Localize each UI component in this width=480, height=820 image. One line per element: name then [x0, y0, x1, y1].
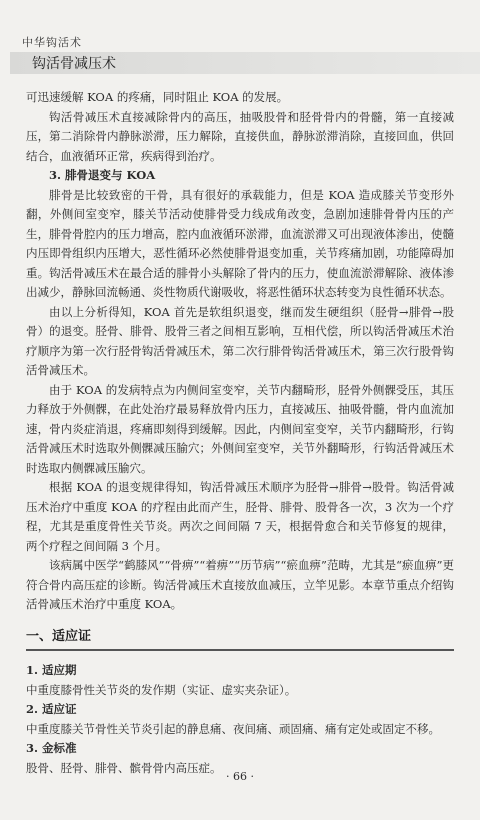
running-head: 中华钩活术 — [22, 36, 82, 49]
paragraph: 由于 KOA 的发病特点为内侧间室变窄，关节内翻畸形，胫骨外侧髁受压，其压力释放于外侧髁，在此处治疗最易释放骨内压力，直接减压、抽吸骨髓，骨内血流加速，骨内炎症消退，疼痛即刻得到缓解。因此，内侧间室变窄，关节内翻畸形，行钩活骨减压术时选取外侧髁减压腧穴；外侧间室变窄，关节外翻畸形，行钩活骨减压术时选取内侧髁减压腧穴。 — [26, 382, 454, 475]
page-number: · 66 · — [226, 770, 254, 783]
item-label: 3. 金标准 — [26, 741, 77, 755]
paragraph: 腓骨是比较致密的干骨，具有很好的承载能力，但是 KOA 造成膝关节变形外翻，外侧间室变窄，膝关节活动使腓骨受力线成角改变，急剧加速腓骨骨内压的产生，腓骨骨腔内的压力增高，腔内血液循环淤滞，血流淤滞又可出现液体渗出，使髓内压即骨组织内压增大，恶性循环必然使腓骨退变加重，关节疼痛加剧，功能障碍加重。钩活骨减压术在最合适的腓骨小头解除了骨内的压力，使血流淤滞解除、液体渗出减少，静脉回流畅通、炎性物质代谢吸收，将恶性循环状态转变为良性循环状态。 — [26, 187, 454, 299]
paragraph: 该病属中医学“鹤膝风”“骨痹”“着痹”“历节病”“瘀血痹”范畴，尤其是“瘀血痹”更符合骨内高压症的诊断。钩活骨减压术直接放血减压，立竿见影。本章节重点介绍钩活骨减压术治疗中重度 KOA。 — [26, 558, 454, 611]
subheading: 3. 腓骨退变与 KOA — [49, 168, 156, 182]
item-text: 股骨、胫骨、腓骨、髌骨骨内高压症。 — [26, 760, 222, 775]
item-text: 中重度膝关节骨性关节炎引起的静息痛、夜间痛、顽固痛、痛有定处或固定不移。 — [26, 721, 440, 736]
item-text: 中重度膝骨性关节炎的发作期（实证、虚实夹杂证）。 — [26, 682, 297, 697]
paragraph: 根据 KOA 的退变规律得知，钩活骨减压术顺序为胫骨→腓骨→股骨。钩活骨减压术治疗中重度 KOA 的疗程由此而产生，胫骨、腓骨、股骨各一次，3 次为一个疗程，尤其是重度骨性关节炎。两次之间间隔 7 天，根据骨愈合和关节修复的规律，两个疗程之间间隔 3 个月。 — [26, 480, 454, 553]
paragraph: 由以上分析得知，KOA 首先是软组织退变，继而发生硬组织（胫骨→腓骨→股骨）的退变。胫骨、腓骨、股骨三者之间相互影响，互相代偿，所以钩活骨减压术治疗顺序为第一次行胫骨钩活骨减压术，第二次行腓骨钩活骨减压术，第三次行股骨钩活骨减压术。 — [26, 304, 454, 377]
paragraph: 钩活骨减压术直接减除骨内的高压，抽吸股骨和胫骨骨内的骨髓，第一直接减压，第二消除骨内静脉淤滞，压力解除，直接供血，静脉淤滞消除，直接回血，供回结合，血液循环正常，疾病得到治疗。 — [26, 109, 454, 163]
item-label: 2. 适应证 — [26, 702, 77, 716]
item-label: 1. 适应期 — [26, 663, 77, 677]
chapter-title: 钩活骨减压术 — [32, 56, 116, 72]
paragraph: 可迅速缓解 KOA 的疼痛，同时阻止 KOA 的发展。 — [26, 90, 289, 104]
page-body — [26, 88, 454, 778]
section-heading: 一、适应证 — [26, 627, 454, 652]
